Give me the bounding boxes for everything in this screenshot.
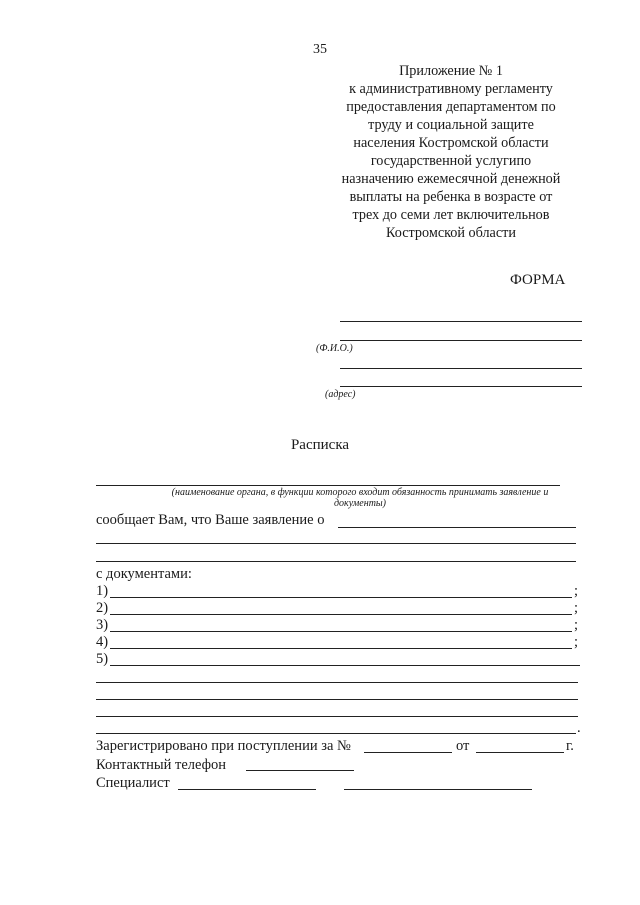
statement-line-3 bbox=[96, 561, 576, 562]
appendix-line: предоставления департаментом по bbox=[346, 99, 556, 115]
reg-date-line bbox=[476, 752, 564, 753]
appendix-header bbox=[310, 62, 592, 242]
document-title: Расписка bbox=[290, 437, 350, 453]
blank-line bbox=[96, 733, 576, 734]
appendix-line: назначению ежемесячной денежной bbox=[341, 171, 561, 187]
doc-item-punct: ; bbox=[574, 634, 579, 650]
documents-label: с документами: bbox=[96, 566, 192, 582]
appendix-line: выплаты на ребенка в возрасте от bbox=[349, 189, 553, 205]
doc-item-label: 2) bbox=[96, 600, 109, 616]
blank-line bbox=[96, 699, 578, 700]
phone-line bbox=[246, 770, 354, 771]
doc-item-label: 1) bbox=[96, 583, 109, 599]
organ-caption: (наименование органа, в функции которого входит обязанность принимать заявление и документы) bbox=[171, 487, 549, 509]
doc-item-line bbox=[110, 631, 572, 632]
blank-line bbox=[96, 716, 578, 717]
doc-item-label: 3) bbox=[96, 617, 109, 633]
fio-caption: (Ф.И.О.) bbox=[316, 343, 353, 354]
statement-line bbox=[338, 527, 576, 528]
doc-item-punct: ; bbox=[574, 600, 579, 616]
organ-line bbox=[96, 485, 560, 486]
doc-item-label: 4) bbox=[96, 634, 109, 650]
specialist-signature-line bbox=[344, 789, 532, 790]
year-suffix: г. bbox=[566, 738, 574, 754]
address-line-1 bbox=[340, 368, 582, 369]
doc-item-line bbox=[110, 665, 580, 666]
appendix-line: трех до семи лет включительнов bbox=[352, 207, 550, 223]
statement-text: сообщает Вам, что Ваше заявление о bbox=[96, 512, 325, 528]
doc-item-punct: ; bbox=[574, 617, 579, 633]
fio-line-2 bbox=[340, 340, 582, 341]
final-period: . bbox=[577, 720, 581, 736]
form-label: ФОРМА bbox=[510, 272, 566, 288]
from-text: от bbox=[456, 738, 470, 754]
specialist-name-line bbox=[178, 789, 316, 790]
reg-number-line bbox=[364, 752, 452, 753]
appendix-line: труду и социальной защите bbox=[368, 117, 534, 133]
fio-line-1 bbox=[340, 321, 582, 322]
blank-line bbox=[96, 682, 578, 683]
doc-item-punct: ; bbox=[574, 583, 579, 599]
registered-text: Зарегистрировано при поступлении за № bbox=[96, 738, 351, 754]
appendix-line: Костромской области bbox=[386, 225, 516, 241]
phone-label: Контактный телефон bbox=[96, 757, 227, 773]
doc-item-line bbox=[110, 648, 572, 649]
statement-line-2 bbox=[96, 543, 576, 544]
doc-item-line bbox=[110, 597, 572, 598]
appendix-line: Приложение № 1 bbox=[399, 63, 503, 79]
appendix-line: населения Костромской области bbox=[353, 135, 549, 151]
page-number: 35 bbox=[313, 42, 327, 57]
doc-item-line bbox=[110, 614, 572, 615]
address-caption: (адрес) bbox=[325, 389, 356, 400]
appendix-line: к административному регламенту bbox=[349, 81, 553, 97]
doc-item-label: 5) bbox=[96, 651, 109, 667]
appendix-line: государственной услугипо bbox=[370, 153, 532, 169]
specialist-label: Специалист bbox=[96, 775, 170, 791]
address-line-2 bbox=[340, 386, 582, 387]
